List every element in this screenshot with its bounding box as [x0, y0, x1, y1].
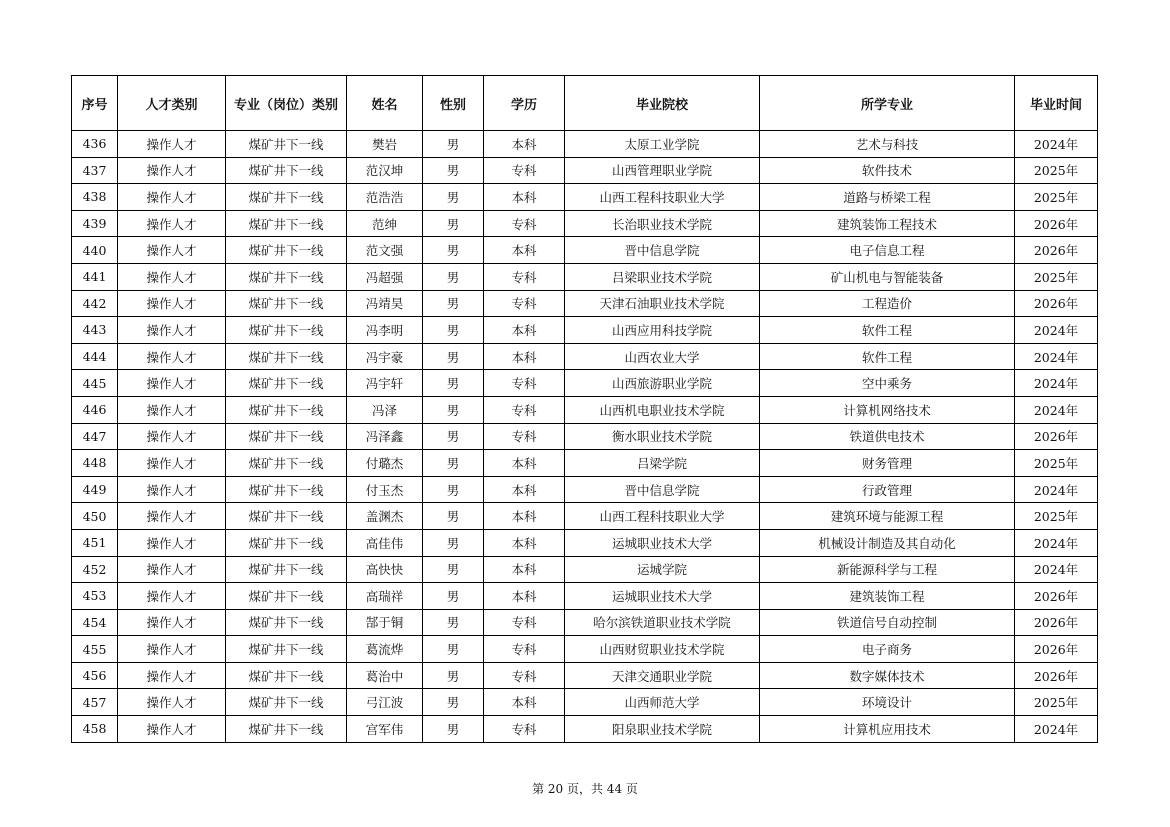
cell-major: 道路与桥梁工程: [760, 184, 1015, 211]
table-row: [72, 157, 1098, 184]
cell-talent-type: 操作人才: [118, 317, 226, 344]
cell-graduation: 2025年: [1015, 689, 1098, 716]
table-row: [72, 317, 1098, 344]
cell-gender: 男: [423, 423, 484, 450]
page-footer: 第 20 页，共 44 页: [532, 782, 638, 796]
table-row: [72, 529, 1098, 556]
cell-major: 工程造价: [760, 290, 1015, 317]
table-row: [72, 370, 1098, 397]
cell-graduation: 2024年: [1015, 556, 1098, 583]
cell-job-category: 煤矿井下一线: [226, 662, 347, 689]
cell-graduation: 2026年: [1015, 210, 1098, 237]
cell-name: 葛流烨: [347, 636, 423, 663]
cell-name: 范绅: [347, 210, 423, 237]
table-body: [72, 131, 1098, 743]
col-header-school: 毕业院校: [565, 76, 760, 131]
cell-education: 本科: [484, 529, 565, 556]
cell-school: 吕梁职业技术学院: [565, 263, 760, 290]
cell-talent-type: 操作人才: [118, 423, 226, 450]
table-row: [72, 423, 1098, 450]
col-header-graduation: 毕业时间: [1015, 76, 1098, 131]
cell-graduation: 2024年: [1015, 396, 1098, 423]
cell-job-category: 煤矿井下一线: [226, 343, 347, 370]
cell-major: 电子商务: [760, 636, 1015, 663]
cell-job-category: 煤矿井下一线: [226, 290, 347, 317]
cell-graduation: 2025年: [1015, 503, 1098, 530]
cell-major: 铁道信号自动控制: [760, 609, 1015, 636]
cell-gender: 男: [423, 290, 484, 317]
cell-talent-type: 操作人才: [118, 662, 226, 689]
cell-talent-type: 操作人才: [118, 157, 226, 184]
cell-talent-type: 操作人才: [118, 263, 226, 290]
cell-gender: 男: [423, 636, 484, 663]
cell-name: 高佳伟: [347, 529, 423, 556]
cell-graduation: 2024年: [1015, 131, 1098, 158]
col-header-index: 序号: [72, 76, 118, 131]
col-header-major: 所学专业: [760, 76, 1015, 131]
table-row: [72, 131, 1098, 158]
cell-education: 专科: [484, 662, 565, 689]
cell-index: 442: [72, 290, 118, 317]
cell-graduation: 2025年: [1015, 263, 1098, 290]
cell-index: 456: [72, 662, 118, 689]
cell-talent-type: 操作人才: [118, 370, 226, 397]
cell-school: 太原工业学院: [565, 131, 760, 158]
cell-job-category: 煤矿井下一线: [226, 636, 347, 663]
cell-index: 438: [72, 184, 118, 211]
cell-index: 458: [72, 716, 118, 743]
cell-job-category: 煤矿井下一线: [226, 503, 347, 530]
cell-school: 晋中信息学院: [565, 476, 760, 503]
cell-major: 环境设计: [760, 689, 1015, 716]
cell-major: 铁道供电技术: [760, 423, 1015, 450]
cell-index: 436: [72, 131, 118, 158]
table-row: [72, 476, 1098, 503]
cell-gender: 男: [423, 184, 484, 211]
cell-gender: 男: [423, 529, 484, 556]
cell-major: 机械设计制造及其自动化: [760, 529, 1015, 556]
cell-name: 冯超强: [347, 263, 423, 290]
cell-index: 439: [72, 210, 118, 237]
cell-talent-type: 操作人才: [118, 131, 226, 158]
cell-name: 冯泽鑫: [347, 423, 423, 450]
cell-graduation: 2024年: [1015, 529, 1098, 556]
cell-major: 建筑装饰工程技术: [760, 210, 1015, 237]
cell-education: 本科: [484, 450, 565, 477]
cell-school: 山西农业大学: [565, 343, 760, 370]
cell-education: 本科: [484, 476, 565, 503]
cell-gender: 男: [423, 237, 484, 264]
table-row: [72, 662, 1098, 689]
cell-index: 455: [72, 636, 118, 663]
cell-major: 财务管理: [760, 450, 1015, 477]
cell-education: 本科: [484, 184, 565, 211]
cell-name: 高瑞祥: [347, 583, 423, 610]
cell-graduation: 2026年: [1015, 237, 1098, 264]
cell-gender: 男: [423, 131, 484, 158]
cell-gender: 男: [423, 609, 484, 636]
table-row: [72, 716, 1098, 743]
cell-graduation: 2024年: [1015, 476, 1098, 503]
cell-job-category: 煤矿井下一线: [226, 423, 347, 450]
cell-gender: 男: [423, 370, 484, 397]
cell-gender: 男: [423, 396, 484, 423]
cell-index: 450: [72, 503, 118, 530]
cell-job-category: 煤矿井下一线: [226, 370, 347, 397]
cell-name: 盖渊杰: [347, 503, 423, 530]
cell-job-category: 煤矿井下一线: [226, 317, 347, 344]
cell-name: 樊岩: [347, 131, 423, 158]
cell-gender: 男: [423, 556, 484, 583]
cell-gender: 男: [423, 317, 484, 344]
cell-graduation: 2026年: [1015, 290, 1098, 317]
cell-education: 本科: [484, 131, 565, 158]
cell-name: 冯宇豪: [347, 343, 423, 370]
cell-name: 付玉杰: [347, 476, 423, 503]
cell-school: 山西工程科技职业大学: [565, 503, 760, 530]
cell-school: 山西财贸职业技术学院: [565, 636, 760, 663]
cell-index: 440: [72, 237, 118, 264]
cell-education: 专科: [484, 157, 565, 184]
table-row: [72, 583, 1098, 610]
cell-talent-type: 操作人才: [118, 716, 226, 743]
cell-job-category: 煤矿井下一线: [226, 689, 347, 716]
cell-school: 山西旅游职业学院: [565, 370, 760, 397]
cell-school: 山西管理职业学院: [565, 157, 760, 184]
cell-education: 专科: [484, 290, 565, 317]
cell-gender: 男: [423, 583, 484, 610]
table-row: [72, 343, 1098, 370]
col-header-gender: 性别: [423, 76, 484, 131]
cell-gender: 男: [423, 157, 484, 184]
cell-graduation: 2026年: [1015, 583, 1098, 610]
cell-graduation: 2025年: [1015, 184, 1098, 211]
cell-education: 本科: [484, 689, 565, 716]
cell-name: 范浩浩: [347, 184, 423, 211]
cell-gender: 男: [423, 503, 484, 530]
cell-gender: 男: [423, 716, 484, 743]
cell-talent-type: 操作人才: [118, 636, 226, 663]
cell-talent-type: 操作人才: [118, 210, 226, 237]
cell-talent-type: 操作人才: [118, 689, 226, 716]
cell-name: 宫军伟: [347, 716, 423, 743]
cell-job-category: 煤矿井下一线: [226, 609, 347, 636]
col-header-talent-type: 人才类别: [118, 76, 226, 131]
cell-major: 艺术与科技: [760, 131, 1015, 158]
cell-job-category: 煤矿井下一线: [226, 583, 347, 610]
cell-talent-type: 操作人才: [118, 529, 226, 556]
cell-index: 444: [72, 343, 118, 370]
cell-name: 高快快: [347, 556, 423, 583]
cell-job-category: 煤矿井下一线: [226, 131, 347, 158]
cell-school: 吕梁学院: [565, 450, 760, 477]
cell-name: 冯宇轩: [347, 370, 423, 397]
cell-graduation: 2024年: [1015, 343, 1098, 370]
cell-education: 专科: [484, 636, 565, 663]
cell-job-category: 煤矿井下一线: [226, 556, 347, 583]
cell-job-category: 煤矿井下一线: [226, 237, 347, 264]
cell-index: 445: [72, 370, 118, 397]
table-row: [72, 184, 1098, 211]
cell-talent-type: 操作人才: [118, 396, 226, 423]
cell-major: 软件技术: [760, 157, 1015, 184]
cell-index: 446: [72, 396, 118, 423]
cell-school: 天津石油职业技术学院: [565, 290, 760, 317]
table-row: [72, 609, 1098, 636]
cell-index: 457: [72, 689, 118, 716]
table-row: [72, 290, 1098, 317]
table-row: [72, 503, 1098, 530]
cell-school: 运城职业技术大学: [565, 583, 760, 610]
cell-graduation: 2025年: [1015, 157, 1098, 184]
cell-job-category: 煤矿井下一线: [226, 210, 347, 237]
cell-education: 本科: [484, 503, 565, 530]
cell-job-category: 煤矿井下一线: [226, 450, 347, 477]
cell-education: 专科: [484, 423, 565, 450]
cell-school: 衡水职业技术学院: [565, 423, 760, 450]
cell-graduation: 2024年: [1015, 370, 1098, 397]
cell-talent-type: 操作人才: [118, 476, 226, 503]
table-row: [72, 396, 1098, 423]
table-row: [72, 636, 1098, 663]
cell-school: 山西应用科技学院: [565, 317, 760, 344]
cell-major: 新能源科学与工程: [760, 556, 1015, 583]
cell-talent-type: 操作人才: [118, 609, 226, 636]
col-header-job-category: 专业（岗位）类别: [226, 76, 347, 131]
cell-job-category: 煤矿井下一线: [226, 396, 347, 423]
cell-name: 弓江波: [347, 689, 423, 716]
cell-talent-type: 操作人才: [118, 343, 226, 370]
cell-school: 长治职业技术学院: [565, 210, 760, 237]
cell-job-category: 煤矿井下一线: [226, 263, 347, 290]
cell-name: 冯泽: [347, 396, 423, 423]
cell-graduation: 2026年: [1015, 636, 1098, 663]
cell-gender: 男: [423, 662, 484, 689]
cell-talent-type: 操作人才: [118, 503, 226, 530]
cell-name: 葛治中: [347, 662, 423, 689]
cell-education: 专科: [484, 396, 565, 423]
cell-major: 矿山机电与智能装备: [760, 263, 1015, 290]
cell-gender: 男: [423, 210, 484, 237]
table-row: [72, 556, 1098, 583]
cell-job-category: 煤矿井下一线: [226, 184, 347, 211]
cell-major: 数字媒体技术: [760, 662, 1015, 689]
cell-education: 专科: [484, 370, 565, 397]
table-row: [72, 263, 1098, 290]
cell-talent-type: 操作人才: [118, 290, 226, 317]
cell-major: 建筑环境与能源工程: [760, 503, 1015, 530]
cell-education: 本科: [484, 343, 565, 370]
cell-major: 空中乘务: [760, 370, 1015, 397]
cell-name: 冯李明: [347, 317, 423, 344]
cell-education: 本科: [484, 237, 565, 264]
cell-name: 范文强: [347, 237, 423, 264]
table-row: [72, 237, 1098, 264]
col-header-education: 学历: [484, 76, 565, 131]
cell-graduation: 2026年: [1015, 662, 1098, 689]
cell-school: 晋中信息学院: [565, 237, 760, 264]
cell-name: 郜于铜: [347, 609, 423, 636]
cell-talent-type: 操作人才: [118, 237, 226, 264]
cell-index: 452: [72, 556, 118, 583]
col-header-name: 姓名: [347, 76, 423, 131]
cell-index: 441: [72, 263, 118, 290]
cell-index: 453: [72, 583, 118, 610]
cell-graduation: 2025年: [1015, 450, 1098, 477]
cell-name: 范汉坤: [347, 157, 423, 184]
cell-graduation: 2026年: [1015, 609, 1098, 636]
cell-talent-type: 操作人才: [118, 556, 226, 583]
cell-gender: 男: [423, 343, 484, 370]
cell-index: 449: [72, 476, 118, 503]
cell-education: 本科: [484, 583, 565, 610]
cell-education: 专科: [484, 609, 565, 636]
cell-index: 454: [72, 609, 118, 636]
cell-education: 专科: [484, 263, 565, 290]
cell-major: 建筑装饰工程: [760, 583, 1015, 610]
cell-gender: 男: [423, 689, 484, 716]
cell-major: 软件工程: [760, 343, 1015, 370]
cell-major: 软件工程: [760, 317, 1015, 344]
cell-education: 专科: [484, 716, 565, 743]
cell-school: 阳泉职业技术学院: [565, 716, 760, 743]
cell-index: 443: [72, 317, 118, 344]
table-row: [72, 210, 1098, 237]
cell-graduation: 2026年: [1015, 423, 1098, 450]
roster-table: [71, 75, 1098, 743]
cell-gender: 男: [423, 450, 484, 477]
cell-school: 运城职业技术大学: [565, 529, 760, 556]
header-row: [72, 76, 1098, 131]
cell-gender: 男: [423, 263, 484, 290]
cell-job-category: 煤矿井下一线: [226, 716, 347, 743]
cell-school: 山西机电职业技术学院: [565, 396, 760, 423]
cell-talent-type: 操作人才: [118, 583, 226, 610]
cell-school: 哈尔滨铁道职业技术学院: [565, 609, 760, 636]
cell-education: 专科: [484, 210, 565, 237]
cell-gender: 男: [423, 476, 484, 503]
cell-index: 451: [72, 529, 118, 556]
cell-talent-type: 操作人才: [118, 184, 226, 211]
cell-index: 437: [72, 157, 118, 184]
cell-index: 448: [72, 450, 118, 477]
cell-major: 计算机应用技术: [760, 716, 1015, 743]
cell-job-category: 煤矿井下一线: [226, 157, 347, 184]
cell-index: 447: [72, 423, 118, 450]
cell-education: 本科: [484, 556, 565, 583]
cell-major: 行政管理: [760, 476, 1015, 503]
cell-name: 冯靖昊: [347, 290, 423, 317]
table-row: [72, 450, 1098, 477]
cell-school: 山西工程科技职业大学: [565, 184, 760, 211]
cell-graduation: 2024年: [1015, 317, 1098, 344]
cell-graduation: 2024年: [1015, 716, 1098, 743]
cell-school: 天津交通职业学院: [565, 662, 760, 689]
cell-job-category: 煤矿井下一线: [226, 476, 347, 503]
cell-school: 运城学院: [565, 556, 760, 583]
cell-talent-type: 操作人才: [118, 450, 226, 477]
cell-job-category: 煤矿井下一线: [226, 529, 347, 556]
cell-name: 付璐杰: [347, 450, 423, 477]
table-row: [72, 689, 1098, 716]
cell-major: 计算机网络技术: [760, 396, 1015, 423]
cell-school: 山西师范大学: [565, 689, 760, 716]
cell-education: 本科: [484, 317, 565, 344]
cell-major: 电子信息工程: [760, 237, 1015, 264]
